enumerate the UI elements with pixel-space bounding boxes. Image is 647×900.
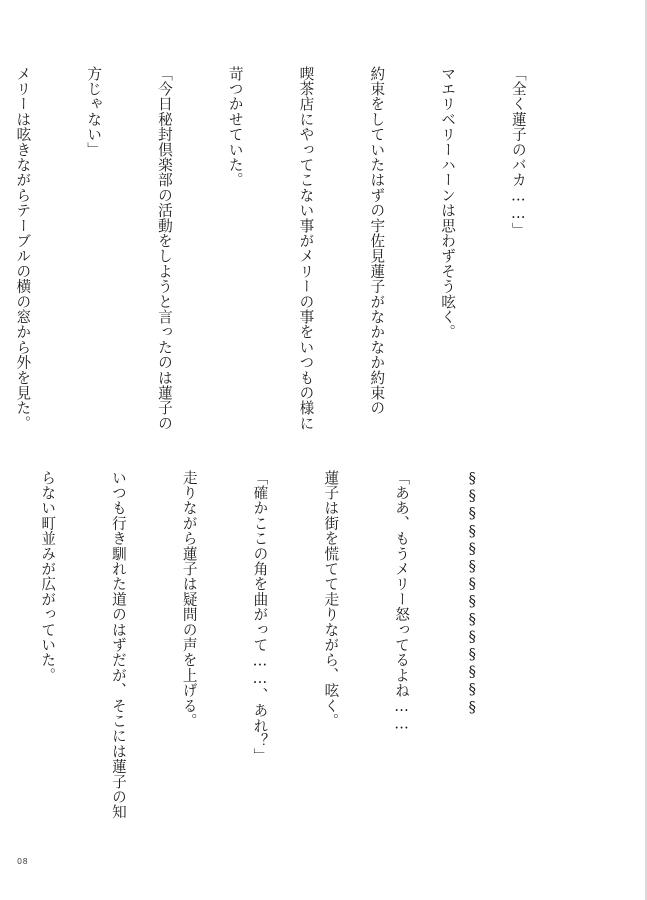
text-line: 喫茶店にやってこない事がメリーの事をいつもの様に [297,66,315,431]
text-line: 方じゃない」 [85,66,103,158]
page-number: 08 [17,857,29,866]
text-line: マエリベリーハーンは思わずそう呟く。 [439,66,457,340]
section-break: §§§§§§§§§§§§§§ [463,470,481,717]
upper-text-block [0,66,577,442]
text-line: 「ああ、もうメリー怒ってるよね…… [393,470,411,734]
lower-text-block [0,470,531,846]
text-line: らない町並みが広がっていた。 [39,470,57,683]
text-line: いつも行き馴れた道のはずだが、そこには蓮子の知 [109,470,127,820]
text-line: 約束をしていたはずの宇佐見蓮子がなかなか約束の [368,66,386,416]
text-line: 「今日秘封倶楽部の活動をしようと言ったのは蓮子の [155,66,173,431]
text-line: 「全く蓮子のバカ……」 [509,66,527,238]
text-line: 走りながら蓮子は疑問の声を上げる。 [180,470,198,729]
text-line: 「確かここの角を曲がって……、あれ？」 [251,470,269,764]
text-line: 蓮子は街を慌てて走りながら、呟く。 [322,470,340,729]
text-line: 苛つかせていた。 [226,66,244,188]
text-line: メリーは呟きながらテーブルの横の窓から外を見た。 [14,66,32,431]
